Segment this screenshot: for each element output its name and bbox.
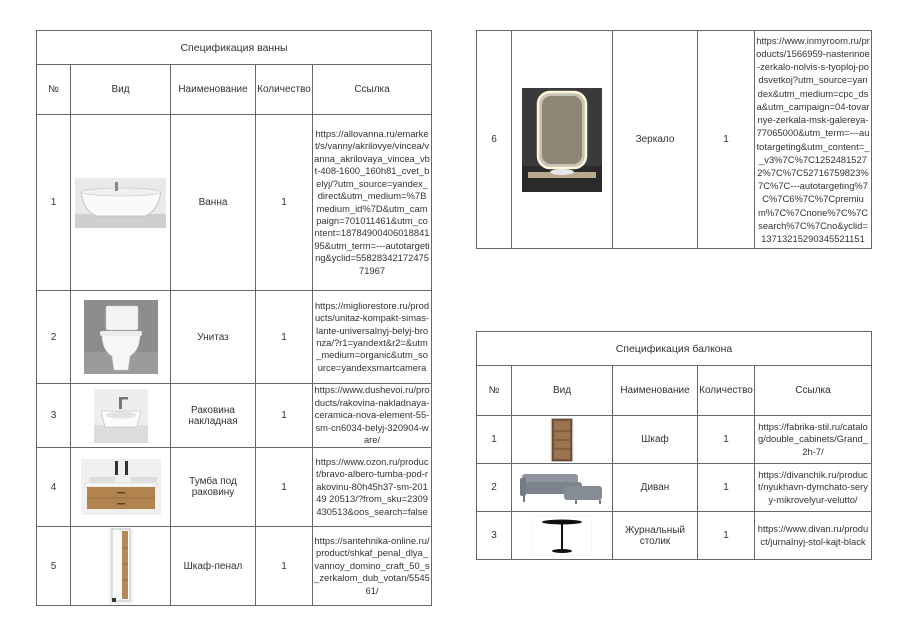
table-row <box>37 115 432 291</box>
row-qty: 1 <box>256 115 313 291</box>
mirror-spec-table <box>476 30 872 249</box>
product-link[interactable]: https://www.inmyroom.ru/products/1566959-nastennoe-zerkalo-nolvis-s-tyoploj-podsvetkoj?utm_source=yandex&utm_medium=cpc_dsa&utm_campaign=04-tovarnye-zerkala-msk-galereya-77065000&utm_term=---autotargeting&utm_content=__v3%7C%7C12524815272%7C%7C52716759823%7C%7C---autotargeting%7C%7C6%7C%7Cpremium%7C%7Cnone%7C%7Csearch%7C%7Cno&yclid=13713215290345521151 <box>755 31 872 249</box>
vanity-image <box>81 459 161 515</box>
row-num: 1 <box>37 115 71 291</box>
row-name: Журнальный столик <box>613 512 698 560</box>
row-qty: 1 <box>256 448 313 527</box>
product-link[interactable]: https://allovanna.ru/emarket/s/vanny/akrilovye/vincea/vanna_akrilovaya_vincea_vbt-408-1600_160h81_cvet_belyj/?utm_source=yandex_direct&utm_medium=%7Bmedium_id%7D&utm_campaign=701011461&utm_content=1878490040601884195&utm_term=---autotargeting&yclid=5582834217247571967 <box>313 115 432 291</box>
row-num: 3 <box>477 512 512 560</box>
bathtub-image <box>75 178 166 228</box>
header-qty: Количество <box>256 65 313 115</box>
product-link[interactable]: https://santehnika-online.ru/product/shkaf_penal_dlya_vannoy_domino_craft_50_s_zerkalom_dub_votan/554561/ <box>313 527 432 606</box>
product-link[interactable]: https://www.dushevoi.ru/products/rakovina-nakladnaya-ceramica-nova-element-55-sm-cn6034-belyj-320904-ware/ <box>313 384 432 448</box>
row-num: 3 <box>37 384 71 448</box>
mirror-image <box>522 88 602 192</box>
header-name: Наименование <box>613 366 698 416</box>
row-num: 1 <box>477 416 512 464</box>
table-row <box>477 416 872 464</box>
header-qty: Количество <box>698 366 755 416</box>
balcony-spec-title: Спецификация балкона <box>477 332 872 366</box>
row-view <box>512 31 613 249</box>
row-name: Шкаф-пенал <box>171 527 256 606</box>
balcony-spec-table <box>476 331 872 560</box>
row-qty: 1 <box>256 291 313 384</box>
row-view <box>71 527 171 606</box>
table-row <box>37 384 432 448</box>
row-name: Диван <box>613 464 698 512</box>
right-page <box>450 0 900 636</box>
row-name: Тумба под раковину <box>171 448 256 527</box>
header-view: Вид <box>71 65 171 115</box>
table-row <box>477 512 872 560</box>
cabinet-image <box>550 418 574 462</box>
product-link[interactable]: https://www.ozon.ru/product/bravo-albero-tumba-pod-rakovinu-80h45h37-sm-20149 20513/?from_sku=2309430513&oos_search=false <box>313 448 432 527</box>
row-name: Раковина накладная <box>171 384 256 448</box>
row-qty: 1 <box>698 512 755 560</box>
row-qty: 1 <box>256 527 313 606</box>
sink-image <box>94 389 148 443</box>
row-view <box>512 464 613 512</box>
header-link: Ссылка <box>313 65 432 115</box>
bath-spec-title: Спецификация ванны <box>37 31 432 65</box>
sofa-image <box>518 468 606 508</box>
row-view <box>71 291 171 384</box>
table-row <box>477 31 872 249</box>
row-name: Ванна <box>171 115 256 291</box>
row-num: 2 <box>37 291 71 384</box>
table-row <box>37 291 432 384</box>
table-row <box>37 448 432 527</box>
header-num: № <box>37 65 71 115</box>
product-link[interactable]: https://migliorestore.ru/products/unitaz-kompakt-simas-lante-universalnyj-belyj-bronza/?r1=yandext&r2=&utm_medium=organic&utm_source=yandexsmartcamera <box>313 291 432 384</box>
product-link[interactable]: https://divanchik.ru/product/nyukhavn-dymchato-seryy-mikrovelyur-velutto/ <box>755 464 872 512</box>
row-name: Шкаф <box>613 416 698 464</box>
row-view <box>71 115 171 291</box>
header-name: Наименование <box>171 65 256 115</box>
row-num: 4 <box>37 448 71 527</box>
coffee-table-image <box>532 516 592 556</box>
toilet-image <box>84 300 158 374</box>
row-view <box>512 416 613 464</box>
header-num: № <box>477 366 512 416</box>
header-link: Ссылка <box>755 366 872 416</box>
row-num: 5 <box>37 527 71 606</box>
header-view: Вид <box>512 366 613 416</box>
row-num: 6 <box>477 31 512 249</box>
row-qty: 1 <box>256 384 313 448</box>
row-view <box>71 384 171 448</box>
tall-cabinet-image <box>109 528 133 604</box>
table-row <box>477 464 872 512</box>
row-qty: 1 <box>698 31 755 249</box>
table-row <box>37 527 432 606</box>
product-link[interactable]: https://www.divan.ru/product/jurnalnyj-stol-kajt-black <box>755 512 872 560</box>
row-num: 2 <box>477 464 512 512</box>
row-view <box>512 512 613 560</box>
product-link[interactable]: https://fabrika-stil.ru/catalog/double_cabinets/Grand_2h-7/ <box>755 416 872 464</box>
bath-spec-table <box>36 30 432 606</box>
row-name: Зеркало <box>613 31 698 249</box>
row-qty: 1 <box>698 464 755 512</box>
row-qty: 1 <box>698 416 755 464</box>
row-name: Унитаз <box>171 291 256 384</box>
row-view <box>71 448 171 527</box>
